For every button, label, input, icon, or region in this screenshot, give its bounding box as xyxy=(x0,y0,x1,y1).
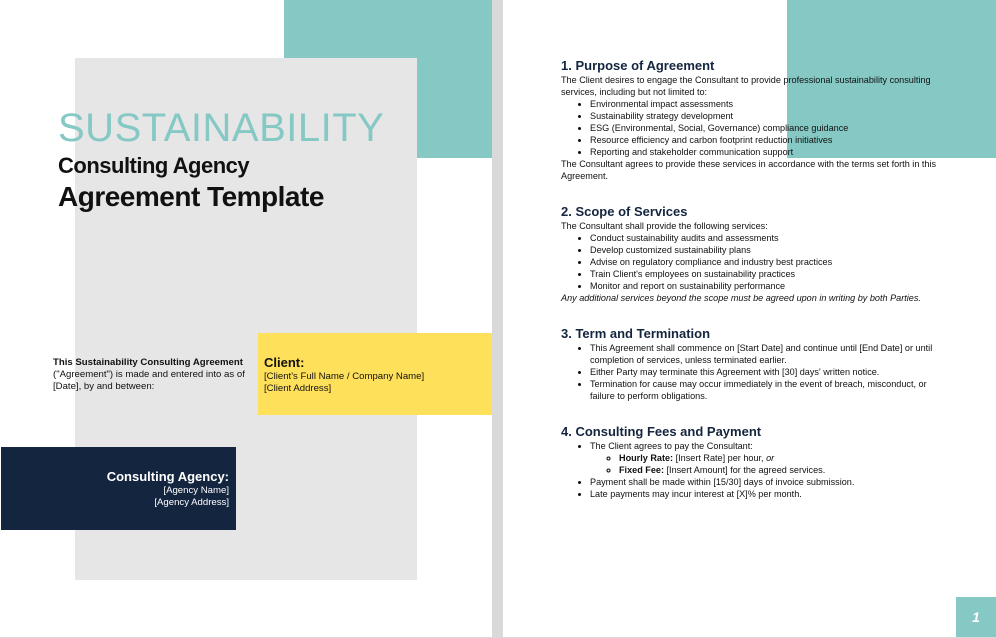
client-address: [Client Address] xyxy=(264,383,332,394)
intro-rest: ("Agreement") is made and entered into as of [Date], by and between: xyxy=(53,369,245,392)
content-page xyxy=(503,0,996,637)
list-item: • Late payments may incur interest at [X]% per month. xyxy=(590,488,941,500)
agreement-content xyxy=(561,58,941,500)
intro-paragraph xyxy=(53,357,249,393)
list-item: • Resource efficiency and carbon footprint reduction initiatives xyxy=(590,134,941,146)
section-heading: 1. Purpose of Agreement xyxy=(561,58,715,73)
fee-label: Hourly Rate: xyxy=(619,453,674,463)
section-paragraph: The Consultant shall provide the following services: xyxy=(561,221,768,231)
sub-list-item xyxy=(619,464,941,476)
title-consulting-agency: Consulting Agency xyxy=(58,153,250,178)
list-item: • Train Client's employees on sustainability practices xyxy=(590,268,941,280)
agency-address: [Agency Address] xyxy=(154,497,229,508)
list-item: • Termination for cause may occur immediately in the event of breach, misconduct, or failure to perform obligations. xyxy=(590,378,941,402)
fee-text: [Insert Amount] for the agreed services. xyxy=(663,465,826,475)
list-item: • Advise on regulatory compliance and industry best practices xyxy=(590,256,941,268)
section-list xyxy=(561,440,941,500)
title-sustainability: SUSTAINABILITY xyxy=(58,106,385,150)
list-item: • Either Party may terminate this Agreement with [30] days' written notice. xyxy=(590,366,941,378)
section-list xyxy=(561,342,941,402)
list-item: • Monitor and report on sustainability performance xyxy=(590,280,941,292)
intro-bold: This Sustainability Consulting Agreement xyxy=(53,357,243,368)
section-heading: 3. Term and Termination xyxy=(561,326,711,341)
fee-or: or xyxy=(766,453,775,463)
client-heading: Client: xyxy=(264,355,305,370)
sub-list xyxy=(590,452,941,476)
list-item: • Conduct sustainability audits and assessments xyxy=(590,232,941,244)
section-list xyxy=(561,98,941,158)
list-item xyxy=(590,440,941,476)
client-box xyxy=(258,333,492,415)
sub-list-item xyxy=(619,452,941,464)
fee-text: [Insert Rate] per hour, xyxy=(673,453,767,463)
title-agreement-template: Agreement Template xyxy=(58,181,324,212)
list-item: • Develop customized sustainability plans xyxy=(590,244,941,256)
section-paragraph: The Consultant agrees to provide these services in accordance with the terms set forth in this Agreement. xyxy=(561,159,937,181)
fee-label: Fixed Fee: xyxy=(619,465,664,475)
agency-heading: Consulting Agency: xyxy=(106,469,229,484)
list-item: • This Agreement shall commence on [Start Date] and continue until [End Date] or until completion of services, unless terminated earlier. xyxy=(590,342,941,366)
page-number: 1 xyxy=(956,597,996,637)
section-paragraph: The Client desires to engage the Consultant to provide professional sustainability consulting services, including but not limited to: xyxy=(561,75,931,97)
list-item: • ESG (Environmental, Social, Governance) compliance guidance xyxy=(590,122,941,134)
client-name: [Client's Full Name / Company Name] xyxy=(264,371,425,382)
list-item: • Sustainability strategy development xyxy=(590,110,941,122)
list-item-text: The Client agrees to pay the Consultant: xyxy=(590,441,753,451)
cover-page xyxy=(0,0,492,637)
list-item: • Environmental impact assessments xyxy=(590,98,941,110)
list-item: • Reporting and stakeholder communication support xyxy=(590,146,941,158)
list-item: • Payment shall be made within [15/30] days of invoice submission. xyxy=(590,476,941,488)
agency-name: [Agency Name] xyxy=(163,485,229,496)
section-heading: 4. Consulting Fees and Payment xyxy=(561,424,762,439)
section-heading: 2. Scope of Services xyxy=(561,204,688,219)
section-list xyxy=(561,232,941,292)
section-note: Any additional services beyond the scope must be agreed upon in writing by both Parties. xyxy=(561,293,921,303)
agency-box xyxy=(1,447,236,530)
